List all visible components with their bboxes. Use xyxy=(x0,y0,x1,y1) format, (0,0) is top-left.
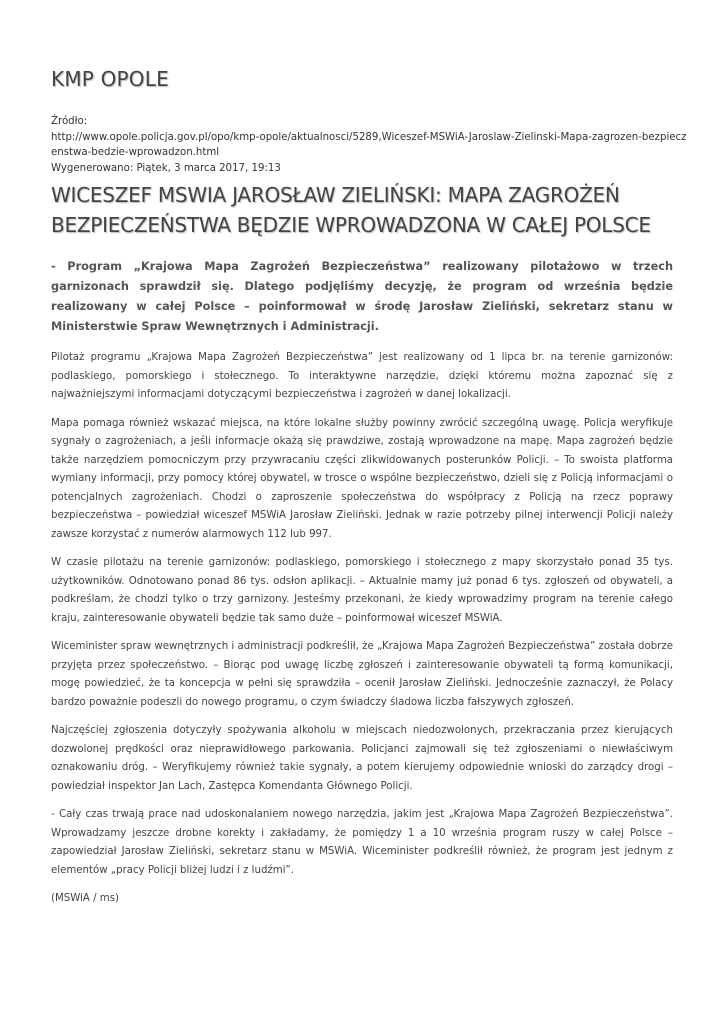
article-paragraph: W czasie pilotażu na terenie garnizonów: podlaskiego, pomorskiego i stołecznego z mapy skorzystało ponad 35 tys. użytkowników. Odnotowano ponad 86 tys. odsłon aplikacji. – Aktualnie mamy już ponad 6 tys. zgłoszeń od obywateli, a podkreślam, że chodzi tylko o trzy garnizony. Jesteśmy przekonani, że kiedy wprowadzimy program na terenie całego kraju, zainteresowanie obywateli będzie tak samo duże – poinformował wiceszef MSWiA. xyxy=(51,557,673,624)
source-url-line-1[interactable]: http://www.opole.policja.gov.pl/opo/kmp-opole/aktualnosci/5289,Wiceszef-MSWiA-Jaroslaw-Zielinski-Mapa-zagrozen-bezpiecz xyxy=(51,131,687,143)
source-label: Źródło: xyxy=(51,116,88,127)
article-lead: - Program „Krajowa Mapa Zagrożeń Bezpieczeństwa” realizowany pilotażowo w trzech garnizonach sprawdził się. Dlatego podjęliśmy decyzję, że program od września będzie realizowany w całej Polsce – poinformował w środę Jarosław Zieliński, sekretarz stanu w Ministerstwie Spraw Wewnętrznych i Administracji. xyxy=(51,260,673,333)
article-signature: (MSWiA / ms) xyxy=(51,893,119,904)
article-paragraph: Wiceminister spraw wewnętrznych i administracji podkreślił, że „Krajowa Mapa Zagrożeń Bezpieczeństwa” została dobrze przyjęta przez społeczeństwo. – Biorąc pod uwagę liczbę zgłoszeń i zainteresowanie obywateli tą formą komunikacji, mogę powiedzieć, że ta koncepcja w pełni się sprawdziła – ocenił Jarosław Zieliński. Jednocześnie zaznaczył, że Polacy bardzo poważnie podeszli do nowego programu, o czym świadczy śladowa liczba fałszywych zgłoszeń. xyxy=(51,641,673,708)
article-paragraph: Mapa pomaga również wskazać miejsca, na które lokalne służby powinny zwrócić szczególną uwagę. Policja weryfikuje sygnały o zagrożeniach, a jeśli informacje okażą się prawdziwe, zostają wprowadzone na mapę. Mapa zagrożeń będzie także narzędziem pomocniczym przy przywracaniu części zlikwidowanych posterunków Policji. – To swoista platforma wymiany informacji, przy pomocy której obywatel, w trosce o wspólne bezpieczeństwo, dzieli się z Policją informacjami o potencjalnych zagrożeniach. Chodzi o zaproszenie społeczeństwa do współpracy z Policją na rzecz poprawy bezpieczeństwa – powiedział wiceszef MSWiA Jarosław Zieliński. Jednak w razie potrzeby pilnej interwencji Policji należy zawsze korzystać z numerów alarmowych 112 lub 997. xyxy=(51,417,673,540)
generated-date: Wygenerowano: Piątek, 3 marca 2017, 19:13 xyxy=(51,162,281,174)
article-body xyxy=(51,349,673,919)
article-paragraph: - Cały czas trwają prace nad udoskonalaniem nowego narzędzia, jakim jest „Krajowa Mapa Zagrożeń Bezpieczeństwa”. Wprowadzamy jeszcze drobne korekty i zakładamy, że pomiędzy 1 a 10 września program ruszy w całej Polsce – zapowiedział Jarosław Zieliński, sekretarz stanu w MSWiA. Wiceminister podkreślił również, że program jest jednym z elementów „pracy Policji bliżej ludzi i z ludźmi”. xyxy=(51,809,673,876)
source-meta xyxy=(51,114,687,176)
article-title-line-2: BEZPIECZEŃSTWA BĘDZIE WPROWADZONA W CAŁEJ POLSCE xyxy=(51,213,651,237)
article-paragraph: Najczęściej zgłoszenia dotyczyły spożywania alkoholu w miejscach niedozwolonych, przekraczania przez kierujących dozwolonej prędkości oraz nieprawidłowego parkowania. Policjanci zajmowali się też zgłoszeniami o niewłaściwym oznakowaniu dróg. – Weryfikujemy również takie sygnały, a potem kierujemy odpowiednie wnioski do zarządcy drogi – powiedział inspektor Jan Lach, Zastępca Komendanta Głównego Policji. xyxy=(51,725,673,792)
source-url-line-2[interactable]: enstwa-bedzie-wprowadzon.html xyxy=(51,147,220,158)
site-title: KMP OPOLE xyxy=(51,67,169,91)
article-title-line-1: WICESZEF MSWIA JAROSŁAW ZIELIŃSKI: MAPA ZAGROŻEŃ xyxy=(51,183,620,207)
article-title xyxy=(51,180,673,240)
article-paragraph: Pilotaż programu „Krajowa Mapa Zagrożeń Bezpieczeństwa” jest realizowany od 1 lipca br. na terenie garnizonów: podlaskiego, pomorskiego i stołecznego. To interaktywne narzędzie, dzięki któremu można zapoznać się z najważniejszymi informacjami dotyczącymi bezpieczeństwa i zagrożeń w danej lokalizacji. xyxy=(51,352,673,400)
